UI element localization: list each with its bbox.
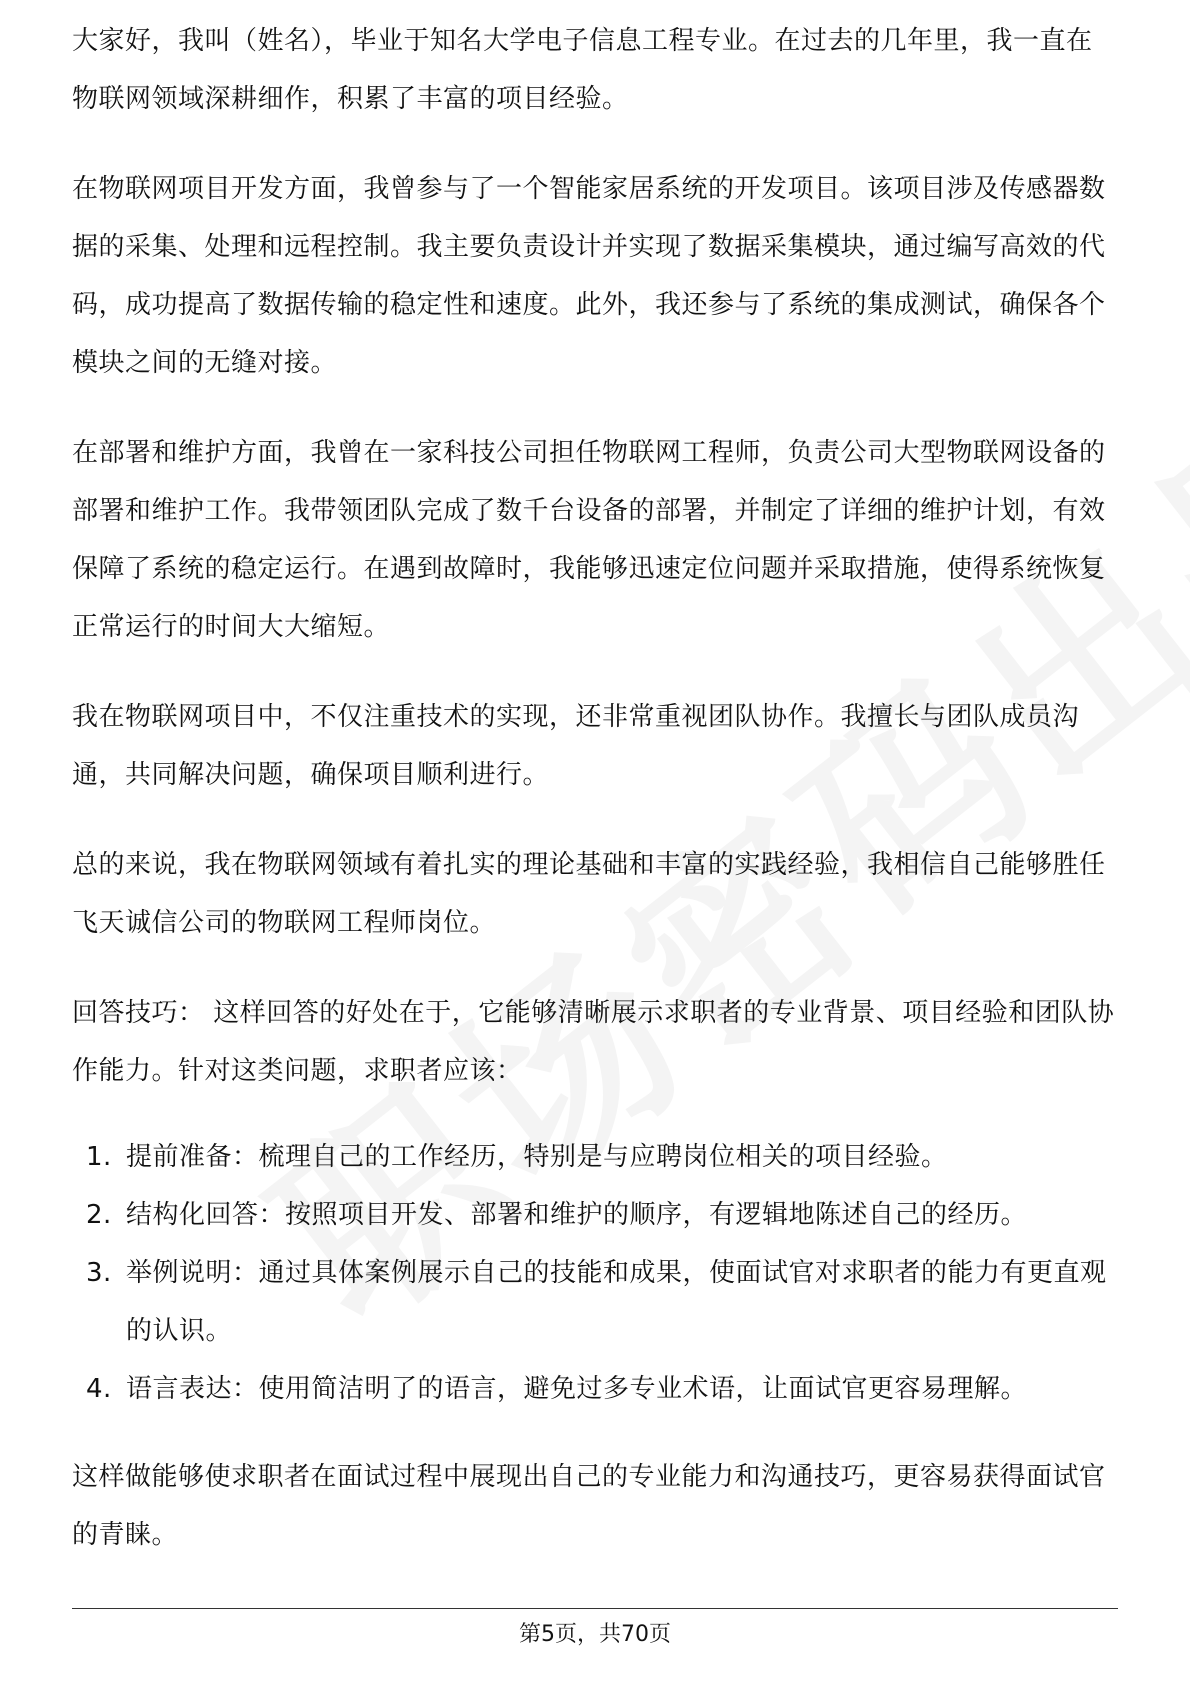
tips-list — [72, 1128, 1118, 1418]
list-item-number: 4. — [86, 1374, 112, 1404]
list-item-text: 举例说明：通过具体案例展示自己的技能和成果，使面试官对求职者的能力有更直观的认识。 — [126, 1258, 1107, 1346]
list-item — [72, 1128, 1118, 1186]
tips-intro: 回答技巧： 这样回答的好处在于，它能够清晰展示求职者的专业背景、项目经验和团队协作能力。针对这类问题，求职者应该： — [72, 998, 1115, 1086]
conclusion-paragraph: 这样做能够使求职者在面试过程中展现出自己的专业能力和沟通技巧，更容易获得面试官的青睐。 — [72, 1462, 1106, 1550]
summary-paragraph: 总的来说，我在物联网领域有着扎实的理论基础和丰富的实践经验，我相信自己能够胜任飞天诚信公司的物联网工程师岗位。 — [72, 850, 1106, 938]
list-item-number: 1. — [86, 1142, 112, 1172]
intro-paragraph: 大家好，我叫（姓名），毕业于知名大学电子信息工程专业。在过去的几年里，我一直在物联网领域深耕细作，积累了丰富的项目经验。 — [72, 26, 1093, 114]
development-paragraph: 在物联网项目开发方面，我曾参与了一个智能家居系统的开发项目。该项目涉及传感器数据的采集、处理和远程控制。我主要负责设计并实现了数据采集模块，通过编写高效的代码，成功提高了数据传输的稳定性和速度。此外，我还参与了系统的集成测试，确保各个模块之间的无缝对接。 — [72, 174, 1106, 378]
document-body — [72, 20, 1118, 1596]
list-item-number: 3. — [86, 1258, 112, 1288]
deployment-paragraph: 在部署和维护方面，我曾在一家科技公司担任物联网工程师，负责公司大型物联网设备的部署和维护工作。我带领团队完成了数千台设备的部署，并制定了详细的维护计划，有效保障了系统的稳定运行。在遇到故障时，我能够迅速定位问题并采取措施，使得系统恢复正常运行的时间大大缩短。 — [72, 438, 1106, 642]
list-item-text: 结构化回答：按照项目开发、部署和维护的顺序，有逻辑地陈述自己的经历。 — [126, 1200, 1028, 1230]
list-item-number: 2. — [86, 1200, 112, 1230]
list-item — [72, 1186, 1118, 1244]
footer-divider — [72, 1608, 1118, 1609]
list-item — [72, 1360, 1118, 1418]
list-item-text: 语言表达：使用简洁明了的语言，避免过多专业术语，让面试官更容易理解。 — [126, 1374, 1028, 1404]
page-number: 第5页，共70页 — [519, 1622, 671, 1647]
list-item — [72, 1244, 1118, 1360]
teamwork-paragraph: 我在物联网项目中，不仅注重技术的实现，还非常重视团队协作。我擅长与团队成员沟通，共同解决问题，确保项目顺利进行。 — [72, 702, 1080, 790]
list-item-text: 提前准备：梳理自己的工作经历，特别是与应聘岗位相关的项目经验。 — [126, 1142, 948, 1172]
